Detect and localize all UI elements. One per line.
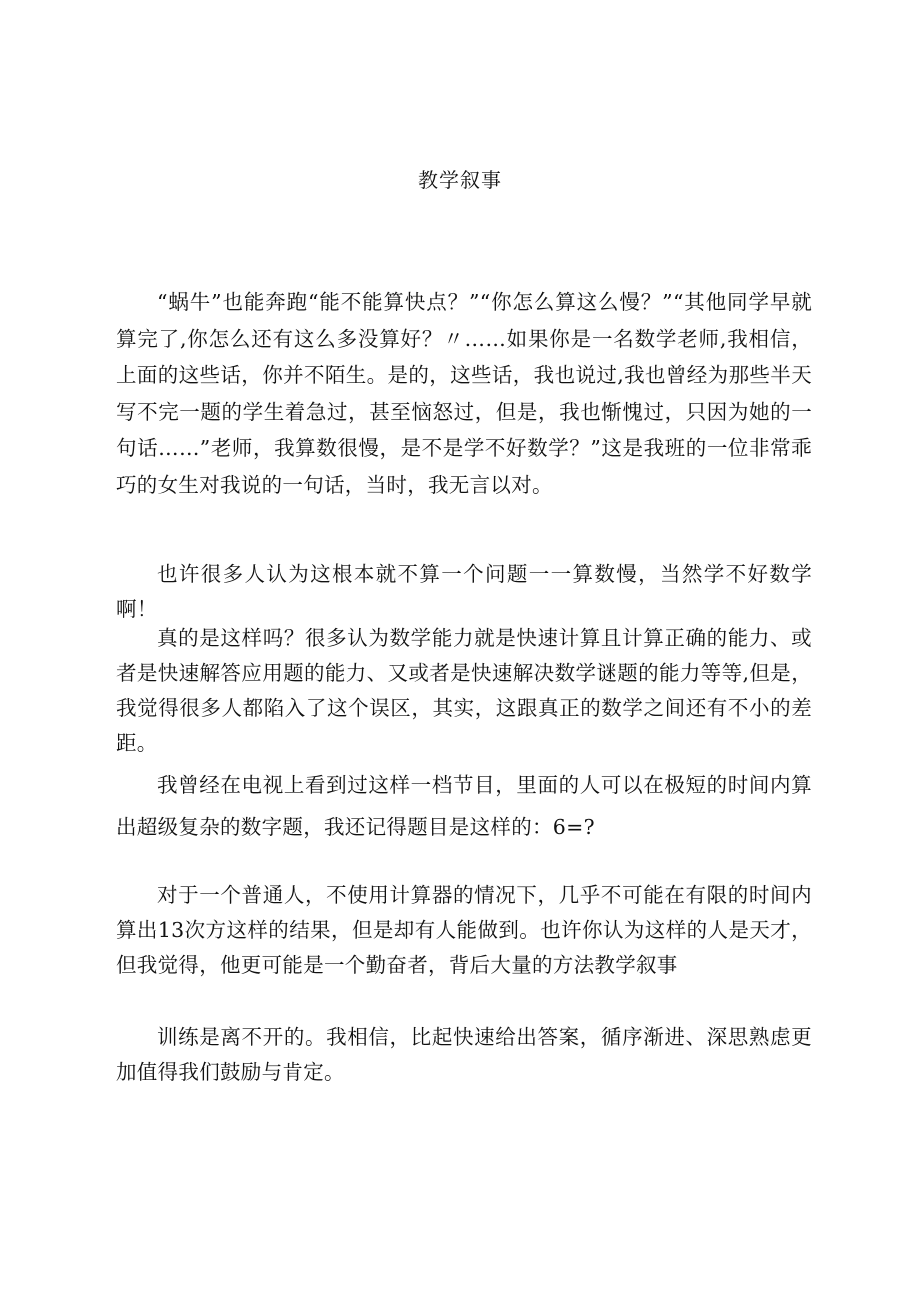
paragraph-5: 对于一个普通人，不使用计算器的情况下，几乎不可能在有限的时间内算出13次方这样的结果，但是却有人能做到。也许你认为这样的人是天才，但我觉得，他更可能是一个勤奋者，背后大量的方法教学叙事 xyxy=(116,883,812,977)
paragraph-1: “蜗牛”也能奔跑“能不能算快点？”“你怎么算这么慢？”“其他同学早就算完了,你怎么还有这么多没算好？〃……如果你是一名数学老师,我相信，上面的这些话，你并不陌生。是的，这些话，我也说过,我也曾经为那些半天写不完一题的学生着急过，甚至恼怒过，但是，我也惭愧过，只因为她的一句话……”老师，我算数很慢，是不是学不好数学？”这是我班的一位非常乖巧的女生对我说的一句话，当时，我无言以对。 xyxy=(116,290,812,497)
paragraph-6: 训练是离不开的。我相信，比起快速给出答案，循序渐进、深思熟虑更加值得我们鼓励与肯定。 xyxy=(116,1025,812,1084)
paragraph-4: 我曾经在电视上看到过这样一档节目，里面的人可以在极短的时间内算出超级复杂的数字题，我还记得题目是这样的：6=? xyxy=(116,773,812,839)
paragraph-2: 也许很多人认为这根本就不算一个问题一一算数慢，当然学不好数学啊！ xyxy=(116,562,812,621)
paragraph-3: 真的是这样吗？很多认为数学能力就是快速计算且计算正确的能力、或者是快速解答应用题的能力、又或者是快速解决数学谜题的能力等等,但是，我觉得很多人都陷入了这个误区，其实，这跟真正的数学之间还有不小的差距。 xyxy=(116,626,812,755)
document-title: 教学叙事 xyxy=(418,168,502,192)
